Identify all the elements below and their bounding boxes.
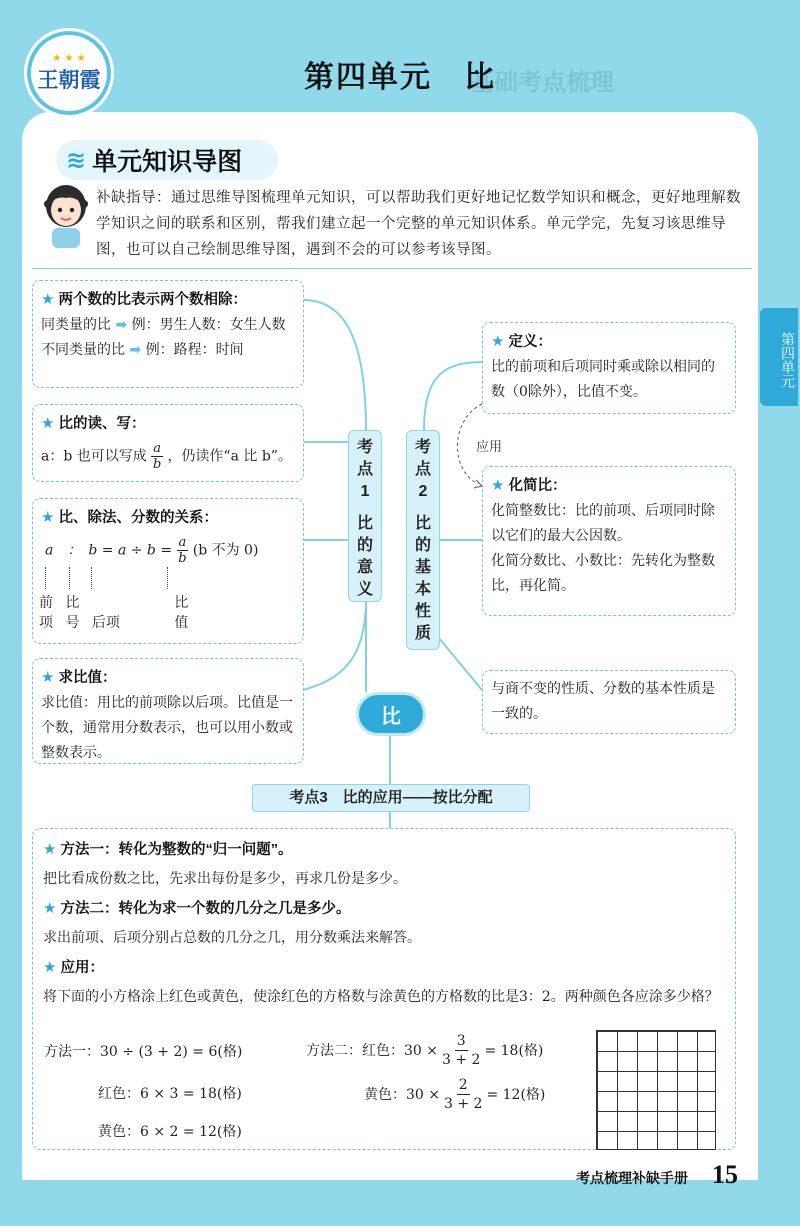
star-icon: ★ [41,290,55,308]
kaodian-2: 考点2 比的基本性质 [406,430,440,650]
footer-book-title: 考点梳理补缺手册 [576,1170,688,1186]
box-ratio-meaning [32,280,304,388]
calc-yellow: 黄色：6 × 2 = 12(格) [98,1124,242,1140]
box-read-write [32,404,304,482]
box-simplify [482,466,736,616]
star-icon: ★ [43,958,57,976]
method-text: 把比看成份数之比，先求出每份是多少，再求几份是多少。 [43,871,407,887]
box-text: ，仍读作“a 比 b”。 [167,448,292,465]
fraction: $\frac{a}{b}$ [152,441,162,472]
arrow-right-icon: ➡ [129,342,142,358]
calc-red: 红色：6 × 3 = 18(格) [98,1086,242,1102]
unit-side-tab[interactable]: 第四单元 [760,308,798,406]
ghost-text: 基础考点梳理 [470,69,614,96]
guide-text: 补缺指导：通过思维导图梳理单元知识，可以帮助我们更好地记忆数学知识和概念，更好地理解数学知识之间的联系和区别，帮我们建立起一个完整的单元知识体系。单元学完，先复习该思维导图，也可以自己绘制思维导图，遇到不会的可以参考该导图。 [96,190,741,258]
method-heading: 方法一：转化为整数的“归一问题”。 [60,842,293,858]
star-icon: ★ [491,332,505,350]
relation-formula: a ： b = a ÷ b = [45,542,173,559]
box-definition [482,322,736,414]
box-text: 不同类量的比 [41,342,125,358]
wave-icon: ≋ [66,146,87,174]
application-text: 将下面的小方格涂上红色或黄色，使涂红色的方格数与涂黄色的方格数的比是3：2。两种颜色各应涂多少格？ [43,989,719,1005]
arrow-right-icon: ➡ [115,317,128,333]
box-text: a：b 也可以写成 [41,448,147,465]
logo-text: 王朝霞 [37,68,101,92]
star-icon: ★ [41,668,55,686]
square-grid [596,1030,716,1150]
method-heading: 方法二：转化为求一个数的几分之几是多少。 [60,901,351,917]
box-heading: 化简比： [508,478,567,494]
box-text: 与商不变的性质、分数的基本性质是一致的。 [491,681,715,722]
fraction: $\frac{2}{3 + 2}$ [444,1077,483,1112]
kaodian-1: 考点1 比的意义 [348,430,382,602]
fraction: $\frac{a}{b}$ [178,535,187,566]
method-text: 求出前项、后项分别占总数的几分之几，用分数乘法来解答。 [43,930,421,946]
star-icon: ★ [43,840,57,858]
box-text: 例：男生人数：女生人数 [131,317,286,333]
box-text: 例：路程：时间 [145,342,244,358]
calc-method1: 方法一：30 ÷ (3 + 2) = 6(格) [44,1044,243,1060]
box-relation [32,498,304,644]
box-heading: 两个数的比表示两个数相除： [58,292,247,308]
page-number: 15 [712,1160,738,1189]
box-heading: 求比值： [58,670,117,686]
star-icon: ★ [491,476,505,494]
kaodian-3: 考点3 比的应用——按比分配 [252,784,530,812]
box-consistent [482,670,736,734]
box-text: 化简分数比、小数比：先转化为整数比，再化简。 [491,553,715,594]
apply-label: 应用 [476,440,503,455]
page-title: 第四单元 比 [304,61,496,94]
relation-labels: 前项 比号 后项 比值 [39,595,189,631]
star-icon: ★ [41,508,55,526]
calc-method2-red: 方法二：红色：30 × $\frac{3}{3 + 2}$ = 18(格) [306,1033,544,1068]
star-icon: ★ [43,899,57,917]
root-node: 比 [356,692,426,736]
box-text: 同类量的比 [41,317,111,333]
fraction: $\frac{3}{3 + 2}$ [442,1033,481,1068]
box-text: 比的前项和后项同时乘或除以相同的数（0除外），比值不变。 [491,359,715,400]
section-title: 单元知识导图 [92,148,243,176]
box-ratio-value [32,658,304,764]
box-heading: 比的读、写： [58,416,146,432]
box-heading: 定义： [508,334,552,350]
relation-condition: (b 不为 0) [192,542,259,559]
box-text: 化简整数比：比的前项、后项同时除以它们的最大公因数。 [491,503,715,544]
logo-stars-icon: ★ ★ ★ [52,52,86,64]
box-text: 求比值：用比的前项除以后项。比值是一个数，通常用分数表示，也可以用小数或整数表示。 [41,695,293,761]
box-heading: 比、除法、分数的关系： [58,510,218,526]
star-icon: ★ [41,414,55,432]
calc-method2-yellow: 黄色：30 × $\frac{2}{3 + 2}$ = 12(格) [364,1077,546,1112]
method-heading: 应用： [60,960,104,976]
dotted-guides [43,567,183,589]
